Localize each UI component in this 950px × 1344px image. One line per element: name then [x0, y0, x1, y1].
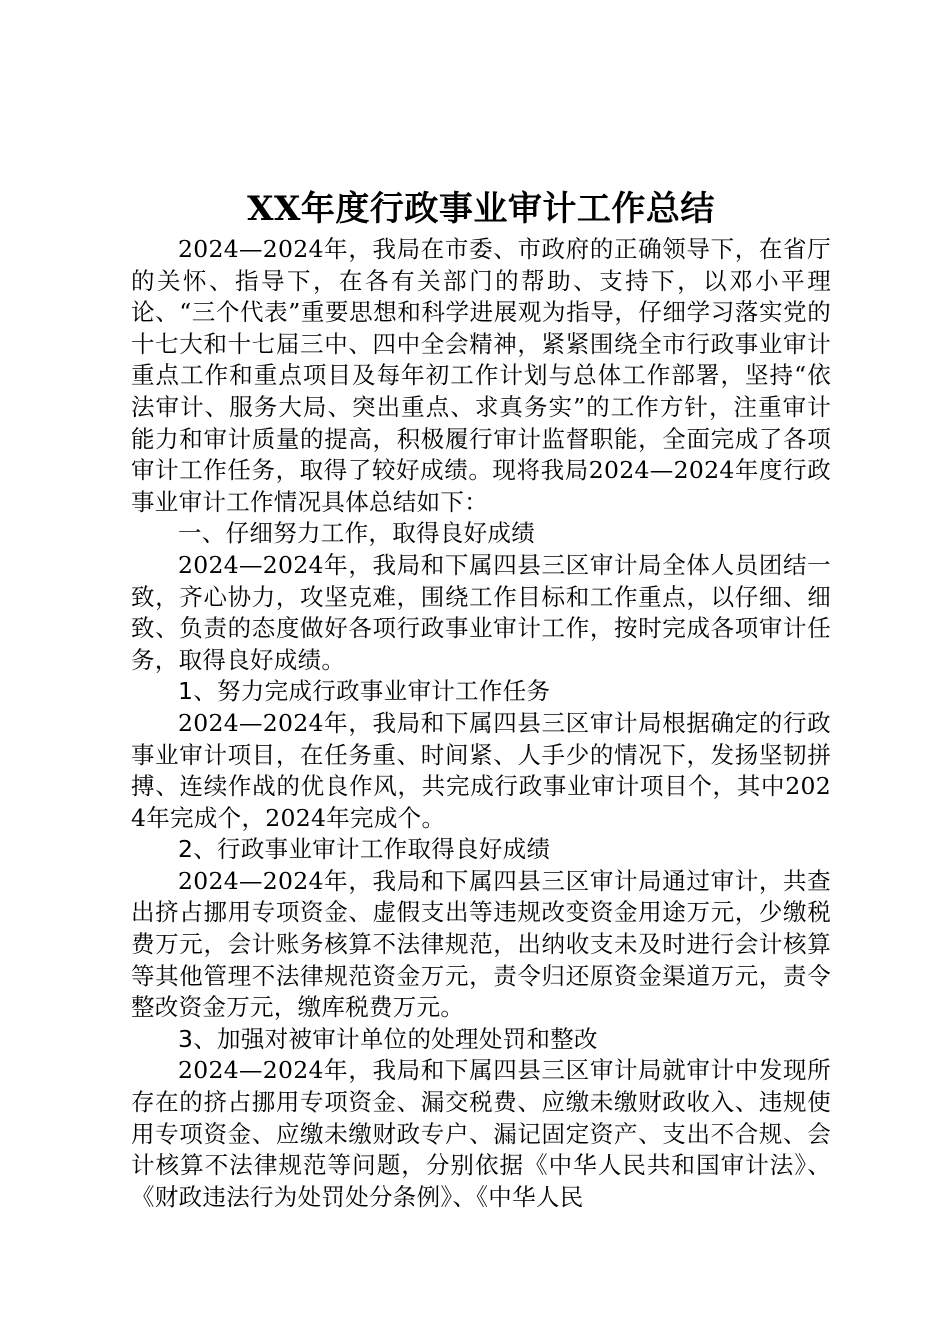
section-heading-1: 一、仔细努力工作，取得良好成绩 — [178, 519, 535, 548]
intro-paragraph: 2024—2024年，我局在市委、市政府的正确领导下，在省厅的关怀、指导下，在各有关部门的帮助、支持下，以邓小平理论、“三个代表”重要思想和科学进展观为指导，仔细学习落实党的十七大和十七届三中、四中全会精神，紧紧围绕全市行政事业审计重点工作和重点项目及每年初工作计划与总体工作部署，坚持“依法审计、服务大局、突出重点、求真务实”的工作方针，注重审计能力和审计质量的提高，积极履行审计监督职能，全面完成了各项审计工作任务，取得了较好成绩。现将我局2024—2024年度行政事业审计工作情况具体总结如下： — [131, 235, 831, 516]
section-1-paragraph: 2024—2024年，我局和下属四县三区审计局全体人员团结一致，齐心协力，攻坚克难，围绕工作目标和工作重点，以仔细、细致、负责的态度做好各项行政事业审计工作，按时完成各项审计任务，取得良好成绩。 — [131, 550, 831, 674]
subsection-heading-1: 1、努力完成行政事业审计工作任务 — [178, 677, 551, 706]
subsection-2-paragraph: 2024—2024年，我局和下属四县三区审计局通过审计，共查出挤占挪用专项资金、虚假支出等违规改变资金用途万元，少缴税费万元，会计账务核算不法律规范，出纳收支未及时进行会计核算等其他管理不法律规范资金万元，责令归还原资金渠道万元，责令整改资金万元，缴库税费万元。 — [131, 866, 831, 1022]
document-title: XX年度行政事业审计工作总结 — [247, 189, 715, 229]
document-page — [131, 184, 831, 1213]
subsection-heading-3: 3、加强对被审计单位的处理处罚和整改 — [178, 1024, 598, 1053]
subsection-heading-2: 2、行政事业审计工作取得良好成绩 — [178, 835, 551, 864]
subsection-1-paragraph: 2024—2024年，我局和下属四县三区审计局根据确定的行政事业审计项目，在任务重、时间紧、人手少的情况下，发扬坚韧拼搏、连续作战的优良作风，共完成行政事业审计项目个，其中2024年完成个，2024年完成个。 — [131, 708, 831, 832]
subsection-3-paragraph: 2024—2024年，我局和下属四县三区审计局就审计中发现所存在的挤占挪用专项资金、漏交税费、应缴未缴财政收入、违规使用专项资金、应缴未缴财政专户、漏记固定资产、支出不合规、会计核算不法律规范等问题，分别依据《中华人民共和国审计法》、《财政违法行为处罚处分条例》、《中华人民 — [131, 1056, 831, 1211]
